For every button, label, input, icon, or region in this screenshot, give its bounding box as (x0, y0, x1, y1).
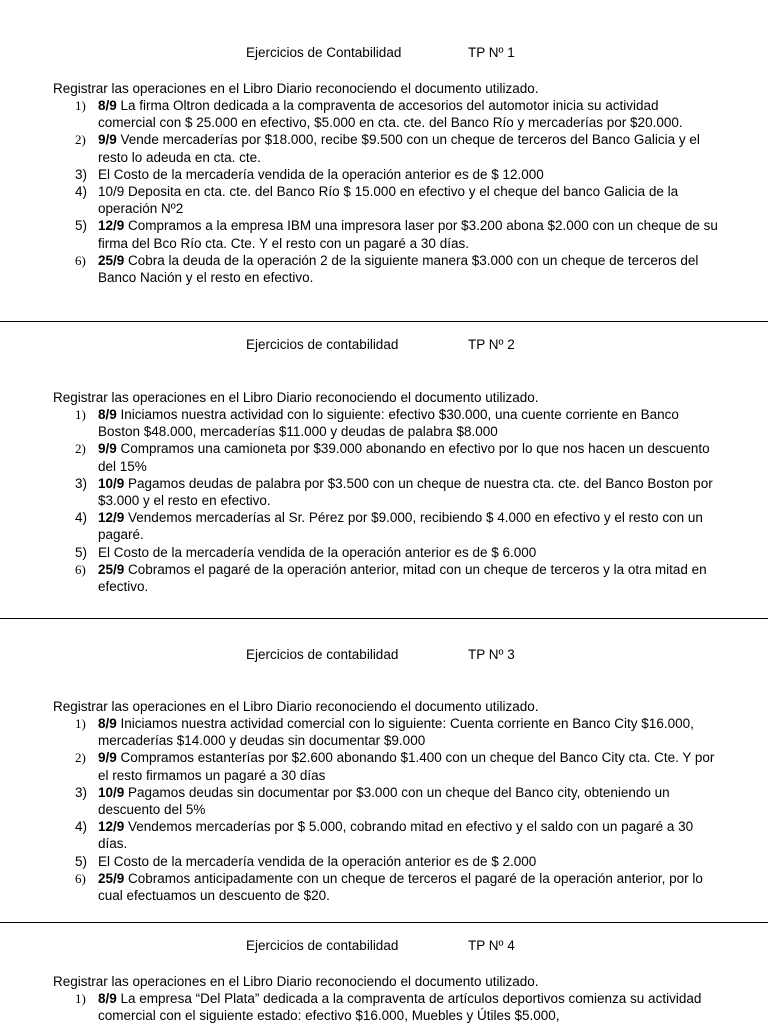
item-number: 1) (75, 98, 86, 113)
item-number: 4) (75, 184, 88, 200)
item-date: 12/9 (98, 218, 125, 234)
tp2-number: TP Nº 2 (468, 337, 515, 352)
list-item (0, 853, 768, 870)
tp1-list (0, 97, 768, 286)
tp3-number: TP Nº 3 (468, 647, 515, 662)
item-date: 25/9 (98, 252, 125, 268)
item-date: 9/9 (98, 132, 117, 148)
tp4-intro: Registrar las operaciones en el Libro Diario reconociendo el documento utilizado. (53, 974, 539, 989)
list-item (0, 715, 768, 749)
list-item (0, 818, 768, 852)
item-date: 12/9 (98, 510, 125, 526)
item-date: 9/9 (98, 441, 117, 457)
item-date: 8/9 (98, 407, 117, 422)
list-item (0, 561, 768, 595)
item-number: 5) (75, 544, 88, 560)
item-number: 3) (75, 784, 88, 800)
list-item (0, 870, 768, 904)
item-text: La empresa “Del Plata” dedicada a la compraventa de artículos deportivos comienza su actividad comercial con el siguiente estado: efectivo $16.000, Muebles y Útiles $5.000, (98, 991, 702, 1024)
item-date: 8/9 (98, 98, 117, 113)
item-number: 1) (75, 991, 86, 1006)
item-text: Pagamos deudas sin documentar por $3.000 con un cheque del Banco city, obteniendo un descuento del 5% (98, 784, 670, 818)
item-number: 4) (75, 819, 88, 835)
item-number: 2) (75, 750, 86, 766)
item-date: 10/9 (98, 784, 125, 800)
item-date: 25/9 (98, 870, 125, 886)
tp1-title: Ejercicios de Contabilidad (246, 45, 402, 60)
tp1-heading (0, 45, 768, 63)
item-text: Iniciamos nuestra actividad comercial con lo siguiente: Cuenta corriente en Banco City $16.000, mercaderías $14.000 y deudas sin documentar $9.000 (98, 716, 694, 749)
tp2-list (0, 406, 768, 595)
item-text: Cobramos el pagaré de la operación anterior, mitad con un cheque de terceros y la otra mitad en efectivo. (98, 561, 707, 595)
item-number: 6) (75, 870, 86, 886)
item-text: Compramos a la empresa IBM una impresora laser por $3.200 abona $2.000 con un cheque de su firma del Bco Río cta. Cte. Y el resto con un pagaré a 30 días. (98, 218, 718, 251)
item-text: 10/9 Deposita en cta. cte. del Banco Río $ 15.000 en efectivo y el cheque del banco Galicia de la operación Nº2 (98, 184, 679, 217)
tp4-title: Ejercicios de contabilidad (246, 938, 399, 953)
list-item (0, 509, 768, 543)
divider (0, 922, 768, 923)
list-item (0, 166, 768, 183)
item-date: 10/9 (98, 475, 125, 491)
list-item (0, 217, 768, 251)
list-item (0, 784, 768, 818)
item-date: 8/9 (98, 991, 117, 1006)
item-text: Compramos estanterías por $2.600 abonando $1.400 con un cheque del Banco City cta. Cte. Y por el resto firmamos un pagaré a 30 días (98, 750, 715, 783)
item-number: 4) (75, 510, 88, 526)
list-item (0, 475, 768, 509)
item-text: Pagamos deudas de palabra por $3.500 con un cheque de nuestra cta. cte. del Banco Boston por $3.000 y el resto en efectivo. (98, 475, 713, 509)
item-number: 5) (75, 218, 88, 234)
list-item (0, 131, 768, 165)
list-item (0, 97, 768, 131)
item-text: Iniciamos nuestra actividad con lo siguiente: efectivo $30.000, una cuente corriente en Banco Boston $48.000, mercaderías $11.000 y deudas de palabra $8.000 (98, 407, 679, 440)
tp2-heading (0, 337, 768, 355)
item-text: Vendemos mercaderías al Sr. Pérez por $9.000, recibiendo $ 4.000 en efectivo y el resto con un pagaré. (98, 510, 703, 543)
tp3-title: Ejercicios de contabilidad (246, 647, 399, 662)
item-number: 3) (75, 475, 88, 491)
item-number: 1) (75, 716, 86, 731)
list-item (0, 544, 768, 561)
item-text: Cobramos anticipadamente con un cheque de terceros el pagaré de la operación anterior, por lo cual efectuamos un descuento de $20. (98, 870, 703, 904)
item-number: 5) (75, 853, 88, 869)
item-number: 2) (75, 132, 86, 148)
tp4-number: TP Nº 4 (468, 938, 515, 953)
tp3-list (0, 715, 768, 904)
item-number: 6) (75, 252, 86, 268)
list-item (0, 406, 768, 440)
tp4-heading (0, 938, 768, 956)
item-number: 3) (75, 166, 88, 182)
item-date: 25/9 (98, 561, 125, 577)
item-text: Cobra la deuda de la operación 2 de la siguiente manera $3.000 con un cheque de terceros del Banco Nación y el resto en efectivo. (98, 252, 699, 286)
list-item (0, 252, 768, 286)
item-text: El Costo de la mercadería vendida de la operación anterior es de $ 6.000 (98, 544, 537, 560)
item-text: La firma Oltron dedicada a la compraventa de accesorios del automotor inicia su actividad comercial con $ 25.000 en efectivo, $5.000 en cta. cte. del Banco Río y mercaderías por $20.000. (98, 98, 683, 131)
tp3-intro: Registrar las operaciones en el Libro Diario reconociendo el documento utilizado. (53, 699, 539, 714)
item-text: Compramos una camioneta por $39.000 abonando en efectivo por lo que nos hacen un descuento del 15% (98, 441, 710, 474)
list-item (0, 990, 768, 1024)
list-item (0, 440, 768, 474)
item-text: El Costo de la mercadería vendida de la operación anterior es de $ 2.000 (98, 853, 537, 869)
tp4-list (0, 990, 768, 1024)
item-text: Vende mercaderías por $18.000, recibe $9.500 con un cheque de terceros del Banco Galicia y el resto lo adeuda en cta. cte. (98, 132, 700, 165)
tp1-intro: Registrar las operaciones en el Libro Diario reconociendo el documento utilizado. (53, 81, 539, 96)
item-date: 8/9 (98, 716, 117, 731)
tp3-heading (0, 647, 768, 665)
tp1-number: TP Nº 1 (468, 45, 515, 60)
list-item (0, 183, 768, 217)
item-number: 1) (75, 407, 86, 422)
item-date: 9/9 (98, 750, 117, 766)
item-number: 6) (75, 561, 86, 577)
item-number: 2) (75, 441, 86, 457)
tp2-title: Ejercicios de contabilidad (246, 337, 399, 352)
tp2-intro: Registrar las operaciones en el Libro Diario reconociendo el documento utilizado. (53, 390, 539, 405)
divider (0, 321, 768, 322)
item-text: Vendemos mercaderías por $ 5.000, cobrando mitad en efectivo y el saldo con un pagaré a 30 días. (98, 819, 694, 852)
list-item (0, 749, 768, 783)
item-text: El Costo de la mercadería vendida de la operación anterior es de $ 12.000 (98, 166, 544, 182)
item-date: 12/9 (98, 819, 125, 835)
divider (0, 618, 768, 619)
